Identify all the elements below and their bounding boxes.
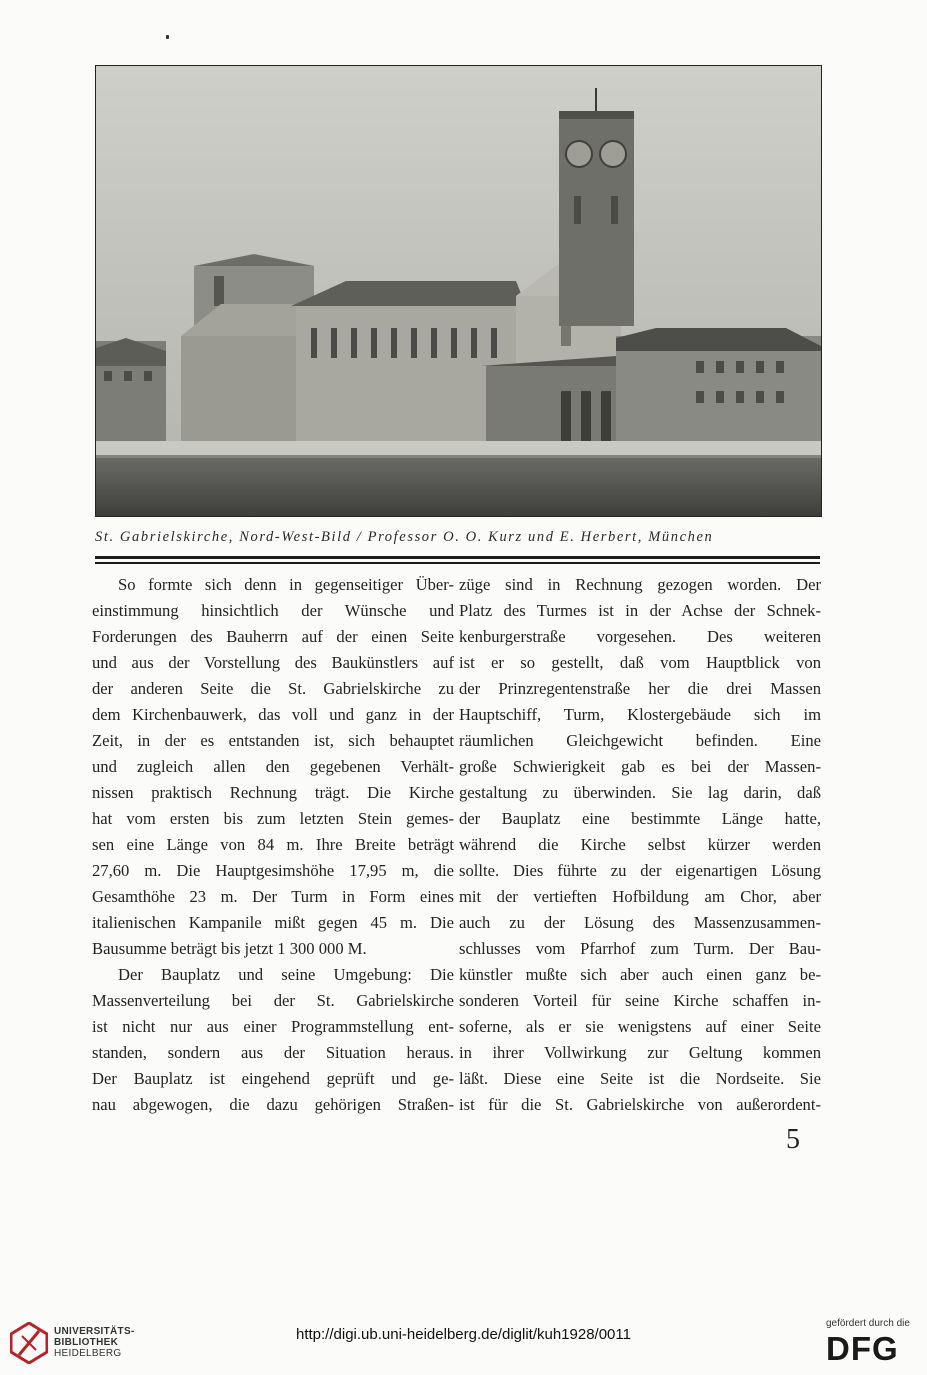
text-line: der Bauplatz eine bestimmte Länge hatte, — [459, 809, 821, 828]
right-text-column — [459, 572, 821, 1118]
text-line: sollte. Dies führte zu der eigenartigen Lösung — [459, 861, 821, 880]
text-line: dem Kirchenbauwerk, das voll und ganz in der — [92, 705, 454, 724]
text-line: Der Bauplatz ist eingehend geprüft und ge- — [92, 1069, 454, 1088]
text-line: züge sind in Rechnung gezogen worden. Der — [459, 575, 821, 594]
text-line: während die Kirche selbst kürzer werden — [459, 835, 821, 854]
permalink-url[interactable]: http://digi.ub.uni-heidelberg.de/diglit/kuh1928/0011 — [296, 1326, 631, 1343]
text-line: Massenverteilung bei der St. Gabrielskirche — [92, 991, 454, 1010]
page-mark — [166, 35, 169, 39]
text-line: ist für die St. Gabrielskirche von außerordent- — [459, 1095, 821, 1114]
digitization-footer — [0, 1310, 927, 1375]
text-line: der Prinzregentenstraße her die drei Massen — [459, 679, 821, 698]
left-text-column — [92, 572, 454, 1118]
church-illustration — [96, 66, 821, 516]
caption-rule-thin — [95, 562, 820, 564]
text-line: mit der vertieften Hofbildung am Chor, aber — [459, 887, 821, 906]
text-line: der anderen Seite die St. Gabrielskirche zu — [92, 679, 454, 698]
text-line: auch zu der Lösung des Massenzusammen- — [459, 913, 821, 932]
caption-rule-thick — [95, 556, 820, 559]
text-line: nissen praktisch Rechnung trägt. Die Kirche — [92, 783, 454, 802]
text-line: in ihrer Vollwirkung zur Geltung kommen — [459, 1043, 821, 1062]
text-line: gestaltung zu überwinden. Sie lag darin, daß — [459, 783, 821, 802]
text-line: sen eine Länge von 84 m. Ihre Breite beträgt — [92, 835, 454, 854]
church-photograph — [95, 65, 822, 517]
text-line: Der Bauplatz und seine Umgebung: Die — [118, 965, 454, 984]
text-line: räumlichen Gleichgewicht befinden. Eine — [459, 731, 821, 750]
text-line: kenburgerstraße vorgesehen. Des weiteren — [459, 627, 821, 646]
dfg-logo: DFG — [826, 1330, 899, 1367]
text-line: schlusses vom Pfarrhof zum Turm. Der Bau- — [459, 939, 821, 958]
text-line: So formte sich denn in gegenseitiger Über- — [118, 575, 454, 594]
funding-note: gefördert durch die — [826, 1318, 910, 1329]
text-line: Gesamthöhe 23 m. Der Turm in Form eines — [92, 887, 454, 906]
text-line: und aus der Vorstellung des Baukünstlers auf — [92, 653, 454, 672]
library-line: UNIVERSITÄTS- — [54, 1326, 135, 1337]
text-line: Platz des Turmes ist in der Achse der Schnek- — [459, 601, 821, 620]
text-line: ist er so gestellt, daß vom Hauptblick von — [459, 653, 821, 672]
text-line: und zugleich allen den gegebenen Verhält- — [92, 757, 454, 776]
text-line: nau abgewogen, die dazu gehörigen Straßen- — [92, 1095, 454, 1114]
text-line: ist nicht nur aus einer Programmstellung ent- — [92, 1017, 454, 1036]
text-line: einstimmung hinsichtlich der Wünsche und — [92, 601, 454, 620]
library-line: HEIDELBERG — [54, 1348, 122, 1359]
text-line: künstler mußte sich aber auch einen ganz be- — [459, 965, 821, 984]
text-line: standen, sondern aus der Situation heraus. — [92, 1043, 454, 1062]
library-line: BIBLIOTHEK — [54, 1337, 119, 1348]
text-line: Forderungen des Bauherrn auf der einen Seite — [92, 627, 454, 646]
text-line: italienischen Kampanile mißt gegen 45 m. Die — [92, 913, 454, 932]
photo-caption: St. Gabrielskirche, Nord-West-Bild / Professor O. O. Kurz und E. Herbert, München — [95, 529, 714, 545]
text-line: große Schwierigkeit gab es bei der Massen- — [459, 757, 821, 776]
text-line: Zeit, in der es entstanden ist, sich behauptet — [92, 731, 454, 750]
text-line: Bausumme beträgt bis jetzt 1 300 000 M. — [92, 939, 367, 958]
text-line: sonderen Vorteil für seine Kirche schaffen in- — [459, 991, 821, 1010]
page-number: 5 — [786, 1124, 800, 1155]
text-line: hat vom ersten bis zum letzten Stein gemes- — [92, 809, 454, 828]
text-line: 27,60 m. Die Hauptgesimshöhe 17,95 m, die — [92, 861, 454, 880]
text-line: soferne, als er sie wenigstens auf einer Seite — [459, 1017, 821, 1036]
text-line: Hauptschiff, Turm, Klostergebäude sich im — [459, 705, 821, 724]
text-line: läßt. Diese eine Seite ist die Nordseite. Sie — [459, 1069, 821, 1088]
